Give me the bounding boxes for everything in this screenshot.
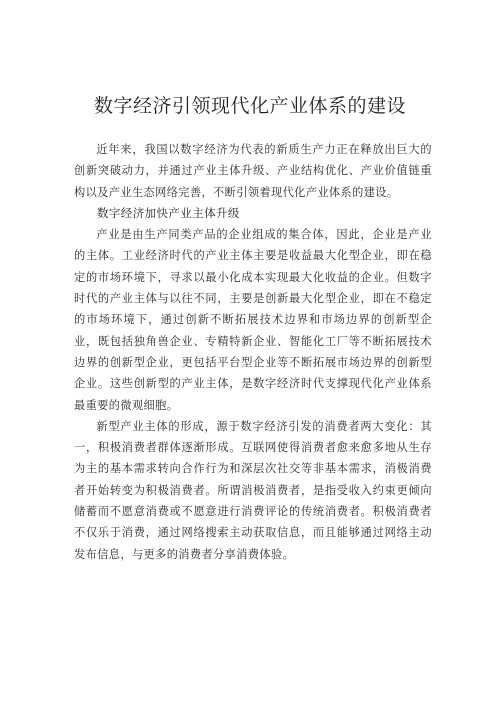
document-title: 数字经济引领现代化产业体系的建设 [93,95,406,117]
document-body [74,139,432,565]
intro-paragraph: 近年来，我国以数字经济为代表的新质生产力正在释放出巨大的创新突破动力，并通过产业主体升级、产业结构优化、产业价值链重构以及产业生态网络完善，不断引领着现代化产业体系的建设。 [74,143,432,199]
body-paragraph: 产业是由生产同类产品的企业组成的集合体，因此，企业是产业的主体。工业经济时代的产业主体主要是收益最大化型企业，即在稳定的市场环境下，寻求以最小化成本实现最大化收益的企业。但数字时代的产业主体与以往不同，主要是创新最大化型企业，即在不稳定的市场环境下，通过创新不断拓展技术边界和市场边界的创新型企业，既包括独角兽企业、专精特新企业、智能化工厂等不断拓展技术边界的创新型企业，更包括平台型企业等不断拓展市场边界的创新型企业。这些创新型的产业主体，是数字经济时代支撑现代化产业体系最重要的微观细胞。 [74,228,432,412]
body-paragraph: 新型产业主体的形成，源于数字经济引发的消费者两大变化：其一，积极消费者群体逐渐形成。互联网使得消费者愈来愈多地从生存为主的基本需求转向合作行为和深层次社交等非基本需求，消极消费者开始转变为积极消费者。所谓消极消费者，是指受收入约束更倾向储蓄而不愿意消费或不愿意进行消费评论的传统消费者。积极消费者不仅乐于消费，通过网络搜索主动获取信息，而且能够通过网络主动发布信息，与更多的消费者分享消费体验。 [74,419,432,561]
section-heading: 数字经济加快产业主体升级 [97,205,240,220]
